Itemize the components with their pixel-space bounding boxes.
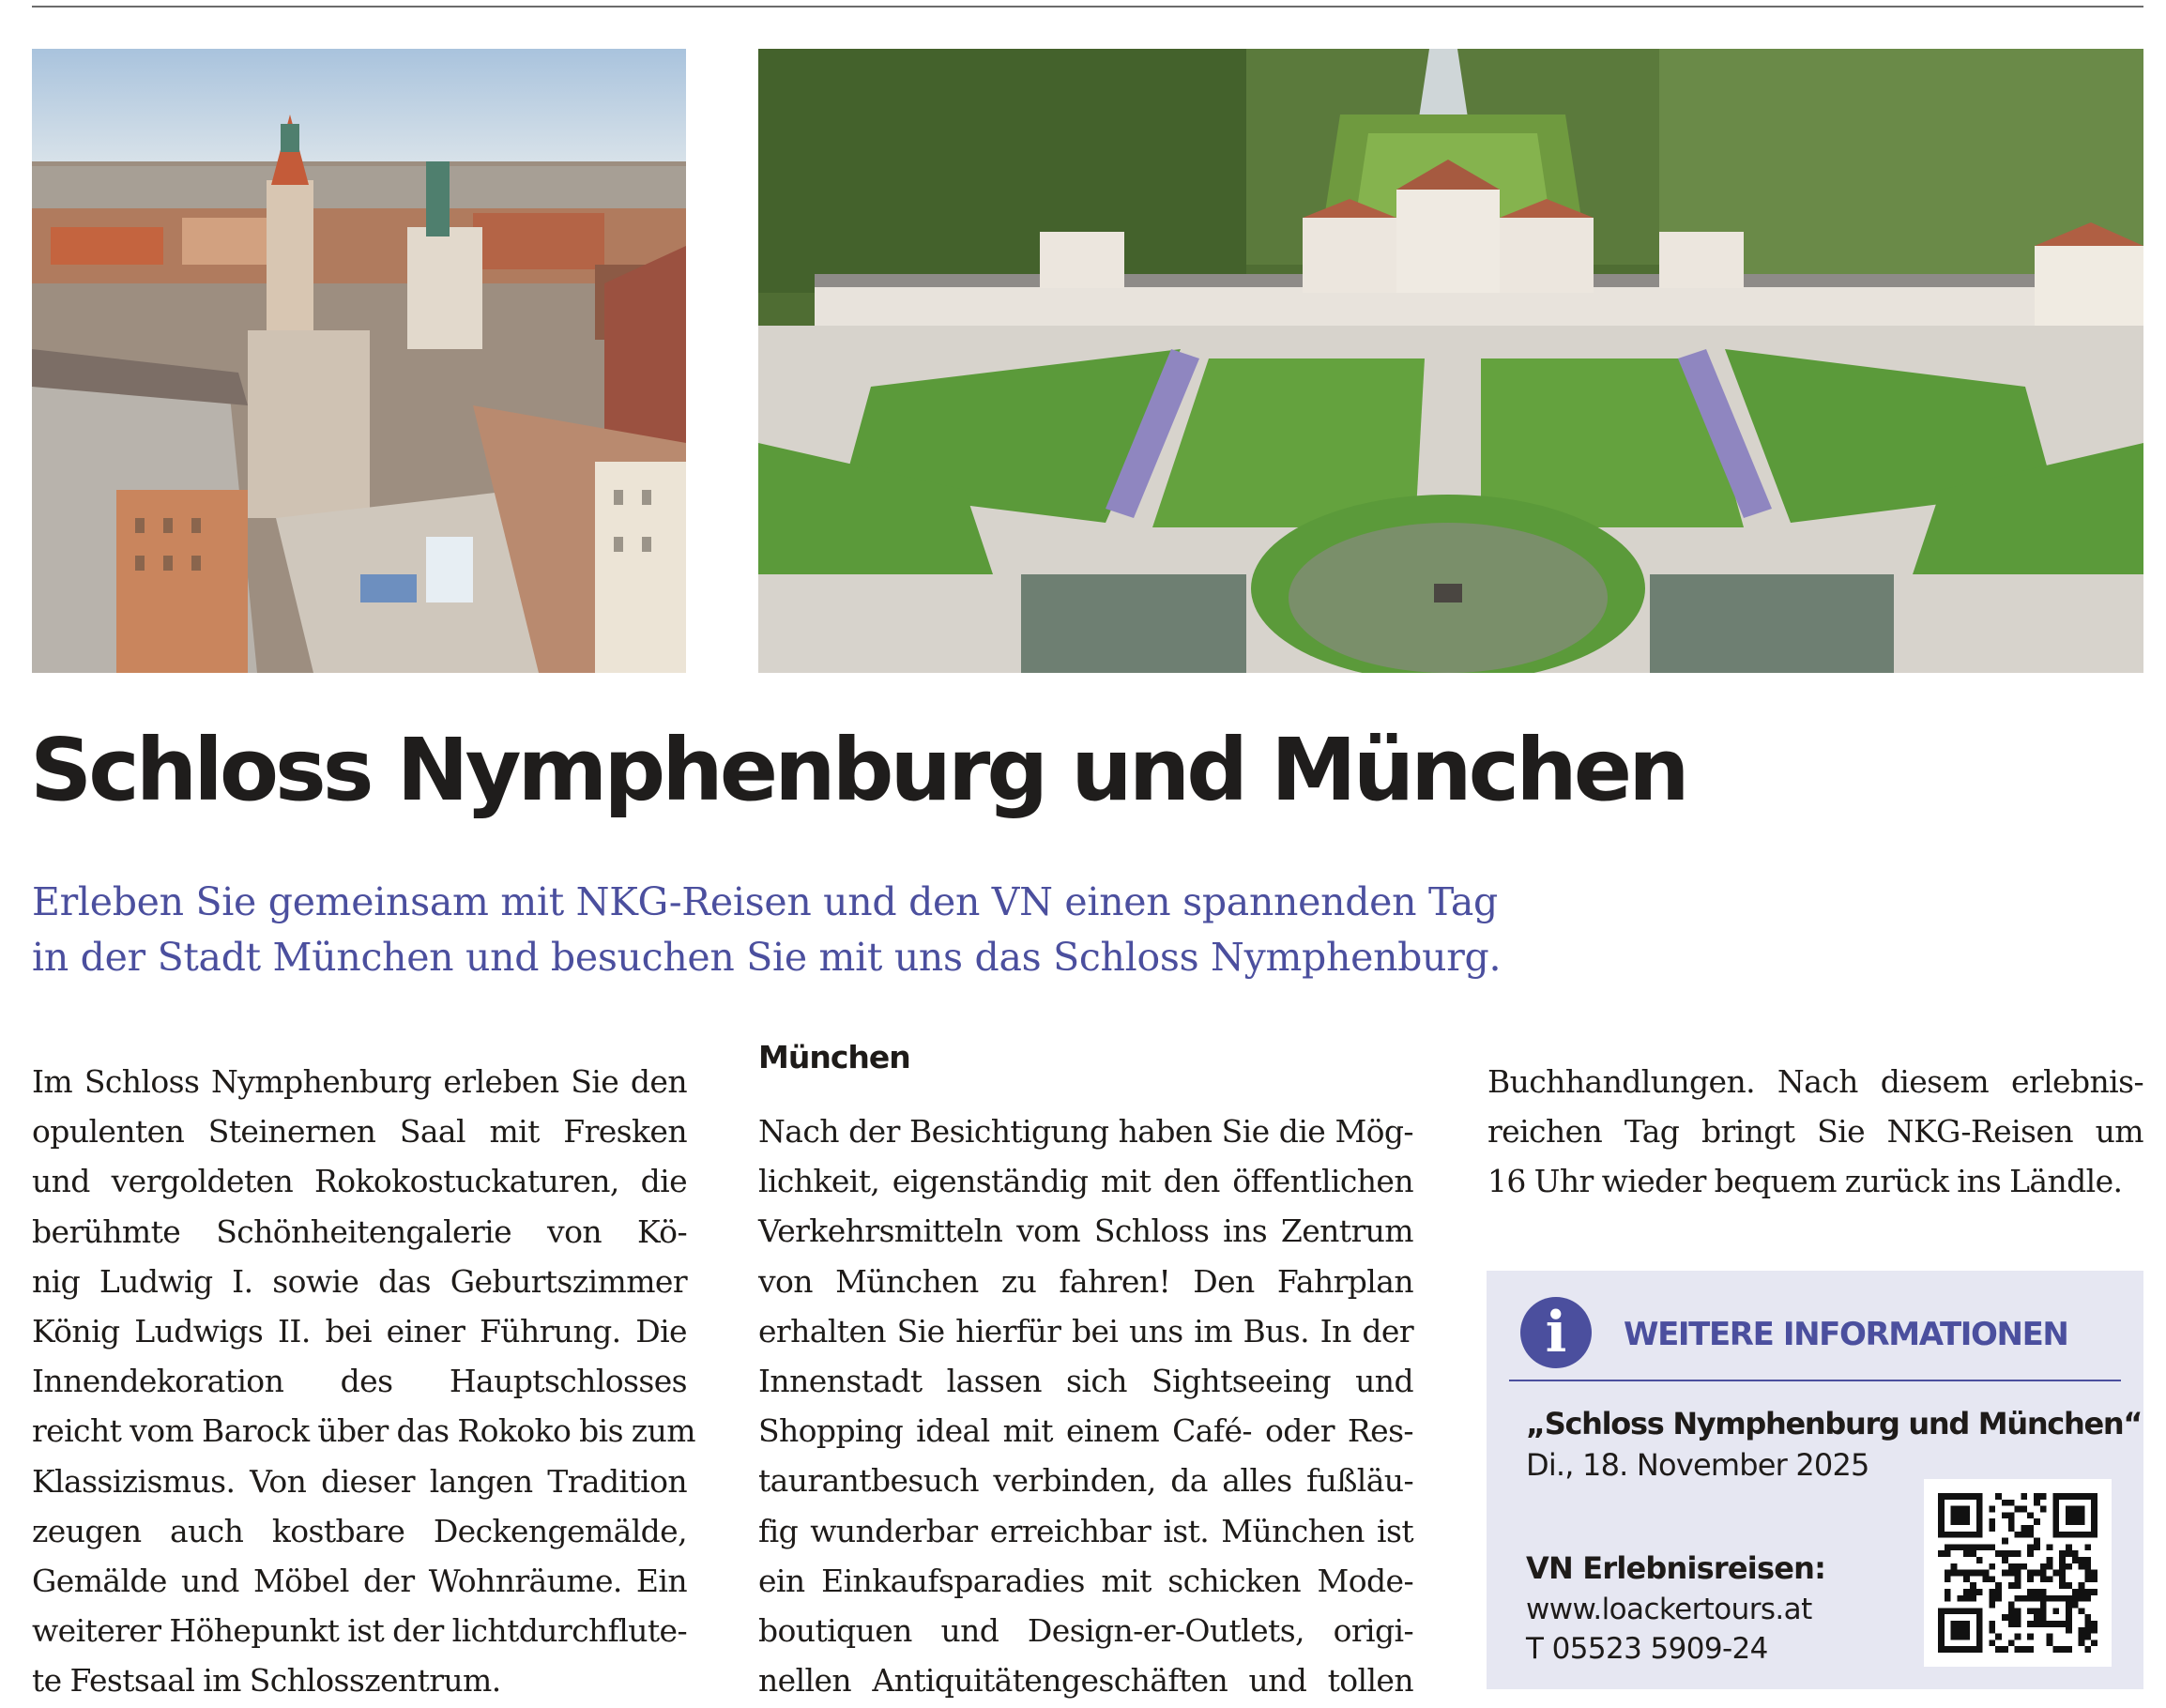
lead-line: Erleben Sie gemeinsam mit NKG-Reisen und den VN einen spannenden Tag — [32, 879, 1498, 924]
body-line: und vergoldeten Rokokostuckaturen, die — [32, 1163, 687, 1200]
organizer-website[interactable]: www.loackertours.at — [1526, 1593, 1812, 1626]
article-headline: Schloss Nymphenburg und München — [30, 720, 1686, 820]
body-line: Klassizismus. Von dieser langen Tradition — [32, 1462, 687, 1500]
body-line: 16 Uhr wieder bequem zurück ins Ländle. — [1487, 1163, 2123, 1200]
body-line: zeugen auch kostbare Deckengemälde, — [32, 1512, 687, 1549]
body-line: Verkehrsmitteln vom Schloss ins Zentrum — [758, 1212, 1413, 1250]
body-line: reicht vom Barock über das Rokoko bis zum — [32, 1412, 695, 1450]
body-line: erhalten Sie hierfür bei uns im Bus. In der — [758, 1312, 1413, 1350]
body-column-2 — [758, 1106, 1413, 1705]
body-line: von München zu fahren! Den Fahrplan — [758, 1262, 1413, 1300]
qr-code-icon[interactable] — [1924, 1479, 2112, 1667]
body-line: berühmte Schönheitengalerie von Kö- — [32, 1212, 687, 1250]
munich-cityscape-photo — [32, 49, 686, 673]
body-line: Innendekoration des Hauptschlosses — [32, 1363, 687, 1400]
body-line: taurantbesuch verbinden, da alles fußläu- — [758, 1462, 1413, 1500]
info-box-divider — [1509, 1380, 2121, 1381]
info-box — [1487, 1271, 2143, 1689]
organizer-name: VN Erlebnisreisen: — [1526, 1550, 1826, 1586]
body-line: reichen Tag bringt Sie NKG-Reisen um — [1487, 1113, 2143, 1151]
body-line: weiterer Höhepunkt ist der lichtdurchflute- — [32, 1612, 687, 1650]
lead-line: in der Stadt München und besuchen Sie mit uns das Schloss Nymphenburg. — [32, 935, 1502, 980]
info-icon: i — [1520, 1297, 1592, 1368]
nymphenburg-palace-aerial-photo — [758, 49, 2143, 673]
qr-code-graphic — [1938, 1493, 2097, 1653]
body-column-1 — [32, 1057, 695, 1706]
event-date: Di., 18. November 2025 — [1526, 1447, 1869, 1483]
body-column-3 — [1487, 1057, 2143, 1207]
body-line: Nach der Besichtigung haben Sie die Mög- — [758, 1113, 1413, 1150]
body-line: König Ludwigs II. bei einer Führung. Die — [32, 1313, 687, 1350]
body-line: Shopping ideal mit einem Café- oder Res- — [758, 1412, 1413, 1450]
body-line: opulenten Steinernen Saal mit Fresken — [32, 1113, 687, 1151]
body-line: boutiquen und Design-er-Outlets, origi- — [758, 1612, 1413, 1650]
body-line: nig Ludwig I. sowie das Geburtszimmer — [32, 1262, 687, 1300]
body-line: fig wunderbar erreichbar ist. München ist — [758, 1512, 1413, 1549]
body-line: Gemälde und Möbel der Wohnräume. Ein — [32, 1563, 687, 1600]
body-line: Innenstadt lassen sich Sightseeing und — [758, 1363, 1413, 1400]
info-box-title: WEITERE INFORMATIONEN — [1624, 1316, 2068, 1353]
body-line: lichkeit, eigenständig mit den öffentlichen — [758, 1163, 1413, 1200]
top-divider — [32, 6, 2143, 8]
section-subhead: München — [758, 1039, 910, 1075]
body-line: te Festsaal im Schlosszentrum. — [32, 1662, 501, 1700]
body-line: ein Einkaufsparadies mit schicken Mode- — [758, 1562, 1413, 1599]
body-line: Buchhandlungen. Nach diesem erlebnis- — [1487, 1063, 2143, 1100]
body-line: Im Schloss Nymphenburg erleben Sie den — [32, 1063, 687, 1100]
body-line: nellen Antiquitätengeschäften und tollen — [758, 1662, 1413, 1700]
organizer-phone: T 05523 5909-24 — [1526, 1632, 1768, 1666]
article-lead — [32, 875, 1533, 985]
event-title: „Schloss Nymphenburg und München“ — [1526, 1406, 2143, 1441]
